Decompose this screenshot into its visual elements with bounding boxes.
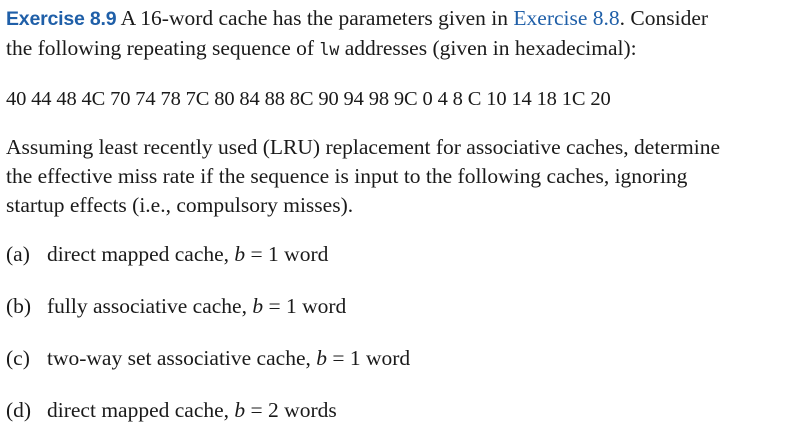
item-marker: (d) — [6, 398, 32, 422]
item-value: = 1 word — [263, 294, 347, 318]
item-variable: b — [234, 242, 246, 266]
intro-line2-end: addresses (given in hexadecimal): — [339, 36, 637, 60]
instruction-code: lw — [319, 40, 340, 59]
item-variable: b — [234, 398, 246, 422]
item-value: = 1 word — [245, 242, 329, 266]
item-text: fully associative cache, — [47, 294, 253, 318]
list-item-a — [6, 240, 792, 269]
item-variable: b — [252, 294, 264, 318]
item-text: direct mapped cache, — [47, 242, 235, 266]
item-value: = 2 words — [245, 398, 337, 422]
exercise-page — [6, 4, 792, 425]
item-variable: b — [316, 346, 327, 370]
list-item-d — [6, 396, 792, 425]
item-marker: (c) — [6, 346, 30, 370]
assumption-line-1: Assuming least recently used (LRU) replacement for associative caches, determine — [6, 135, 721, 159]
exercise-intro-line-1 — [6, 4, 792, 34]
intro-text: A 16-word cache has the parameters given in — [116, 6, 514, 30]
exercise-intro-line-2 — [6, 34, 792, 64]
item-text: direct mapped cache, — [47, 398, 235, 422]
item-marker: (a) — [6, 242, 30, 266]
assumption-line-3: startup effects (i.e., compulsory misses). — [6, 193, 354, 217]
intro-line2-text: the following repeating sequence of — [6, 36, 320, 60]
item-value: = 1 word — [326, 346, 411, 370]
assumption-paragraph — [6, 133, 792, 220]
item-text: two-way set associative cache, — [47, 346, 317, 370]
exercise-reference-link[interactable]: Exercise 8.8 — [513, 6, 620, 30]
address-sequence: 40 44 48 4C 70 74 78 7C 80 84 88 8C 90 94 98 9C 0 4 8 C 10 14 18 1C 20 — [6, 88, 611, 110]
exercise-label: Exercise 8.9 — [6, 8, 117, 30]
item-marker: (b) — [6, 294, 32, 318]
list-item-c — [6, 344, 792, 373]
list-item-b — [6, 292, 792, 321]
intro-text-end: . Consider — [619, 6, 709, 30]
assumption-line-2: the effective miss rate if the sequence is input to the following caches, ignoring — [6, 164, 688, 188]
